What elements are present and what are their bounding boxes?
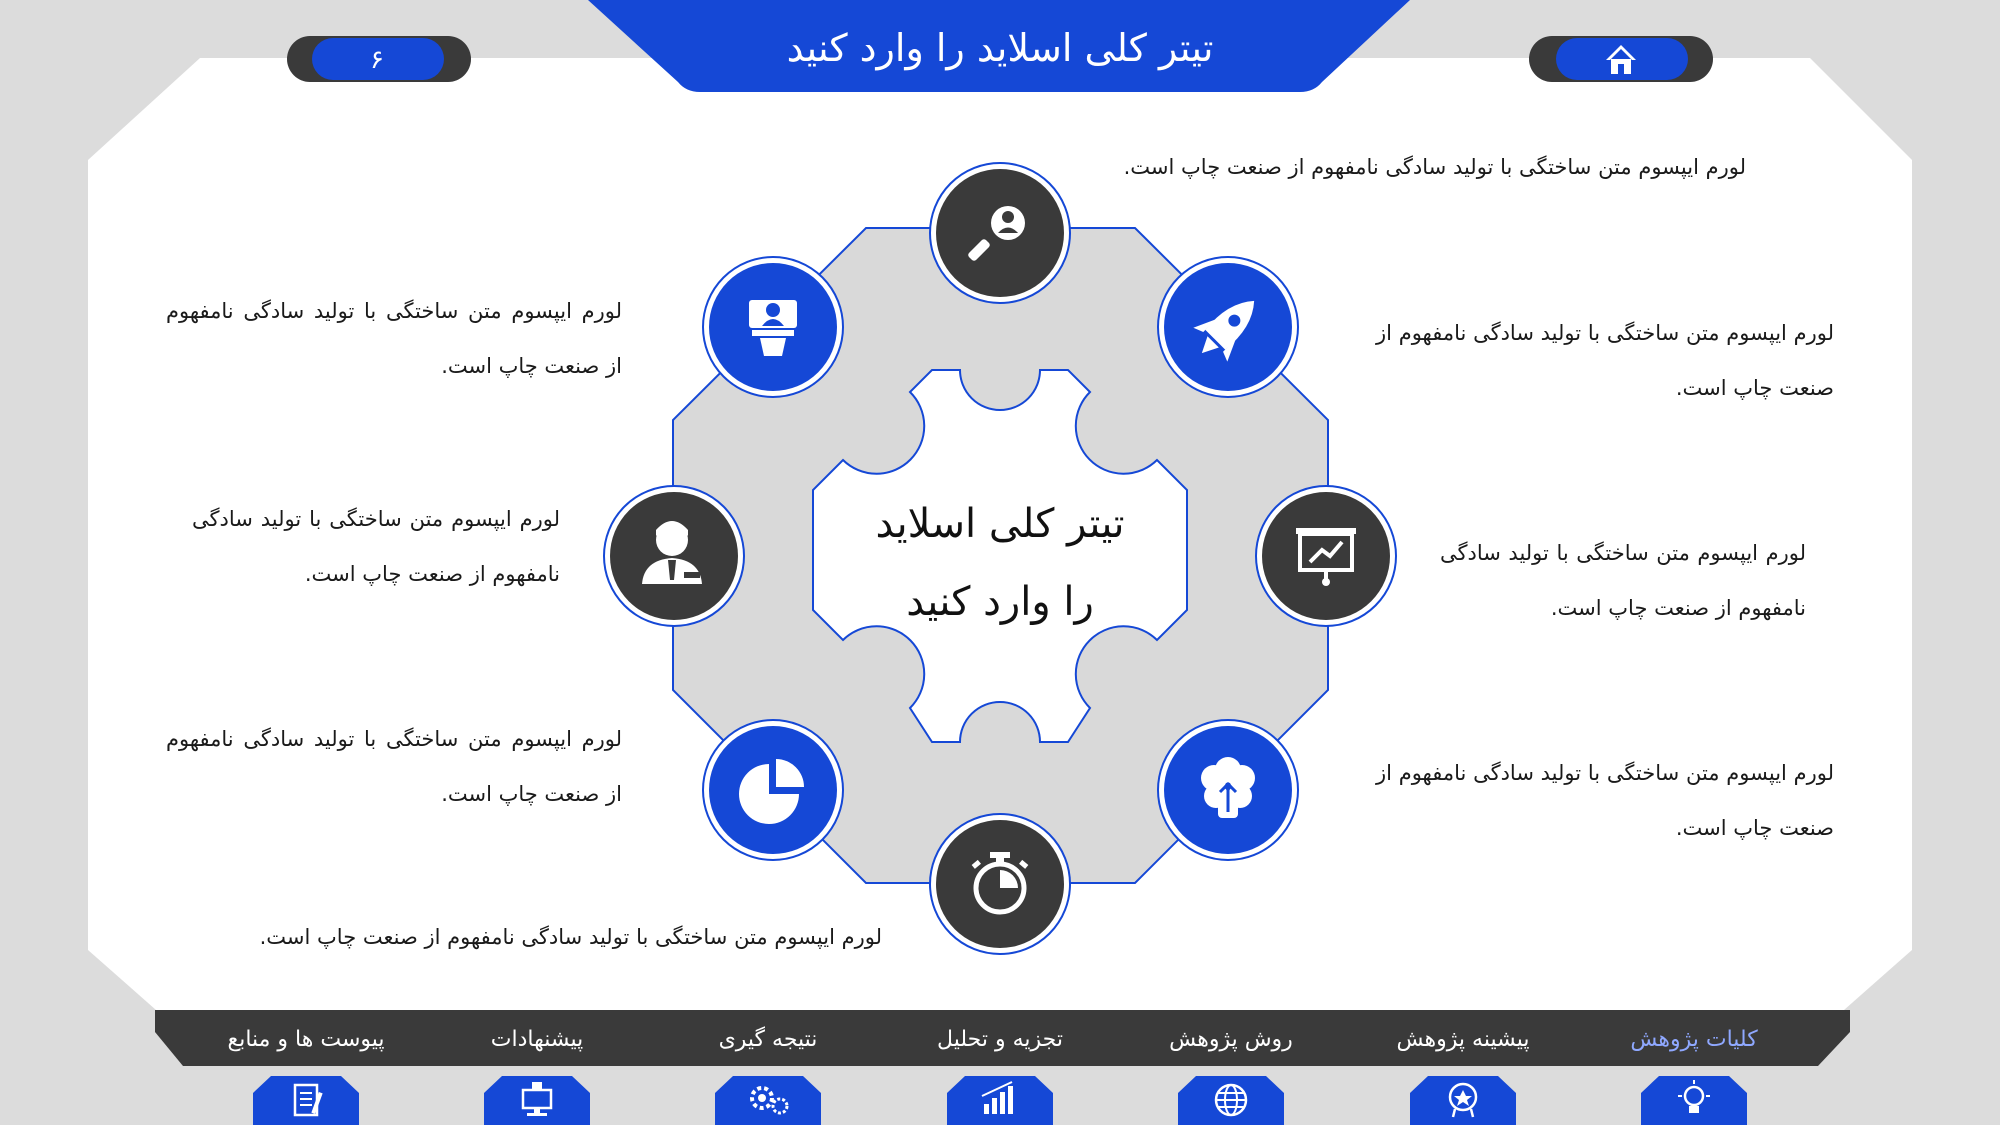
item-circle-rocket	[1158, 257, 1298, 397]
nav-label-1[interactable]: پیشینه پژوهش	[1396, 1027, 1530, 1052]
item-circle-stopwatch	[930, 814, 1070, 954]
nav-label-3[interactable]: تجزیه و تحلیل	[937, 1027, 1063, 1052]
item-text-stopwatch: لورم ایپسوم متن ساختگی با تولید سادگی نامفهوم از صنعت چاپ است.	[259, 925, 882, 949]
item-text-pie: لورم ایپسوم متن ساختگی با تولید سادگی نامفهوم از صنعت چاپ است.	[166, 727, 622, 806]
item-text-podium: لورم ایپسوم متن ساختگی با تولید سادگی نامفهوم از صنعت چاپ است.	[166, 299, 622, 378]
nav-tab-6[interactable]	[253, 1076, 359, 1125]
item-circle-presentation	[1256, 486, 1396, 626]
item-circle-brain	[1158, 720, 1298, 860]
item-circle-pie	[703, 720, 843, 860]
nav-tab-4[interactable]	[715, 1076, 821, 1125]
nav-label-6[interactable]: پیوست ها و منابع	[227, 1027, 385, 1052]
item-circle-businessman	[604, 486, 744, 626]
center-title	[840, 485, 1160, 655]
center-title-line-1: تیتر کلی اسلاید	[875, 501, 1125, 547]
page-number: ۶	[370, 45, 384, 75]
nav-label-2[interactable]: روش پژوهش	[1169, 1027, 1293, 1052]
item-text-user-search: لورم ایپسوم متن ساختگی با تولید سادگی نامفهوم از صنعت چاپ است.	[1123, 155, 1746, 179]
page-title: تیتر کلی اسلاید را وارد کنید	[786, 26, 1214, 70]
item-text-brain: لورم ایپسوم متن ساختگی با تولید سادگی نامفهوم از صنعت چاپ است.	[1376, 761, 1834, 840]
item-text-rocket: لورم ایپسوم متن ساختگی با تولید سادگی نامفهوم از صنعت چاپ است.	[1376, 321, 1834, 400]
item-circle-user-search	[930, 163, 1070, 303]
home-button[interactable]	[1556, 38, 1688, 80]
center-title-line-2: را وارد کنید	[906, 579, 1094, 625]
item-circle-podium	[703, 257, 843, 397]
nav-label-5[interactable]: پیشنهادات	[490, 1027, 584, 1052]
item-text-businessman: لورم ایپسوم متن ساختگی با تولید سادگی نامفهوم از صنعت چاپ است.	[192, 507, 560, 586]
item-text-presentation: لورم ایپسوم متن ساختگی با تولید سادگی نامفهوم از صنعت چاپ است.	[1440, 541, 1806, 620]
nav-label-0[interactable]: کلیات پژوهش	[1630, 1027, 1758, 1052]
nav-label-4[interactable]: نتیجه گیری	[718, 1027, 818, 1052]
